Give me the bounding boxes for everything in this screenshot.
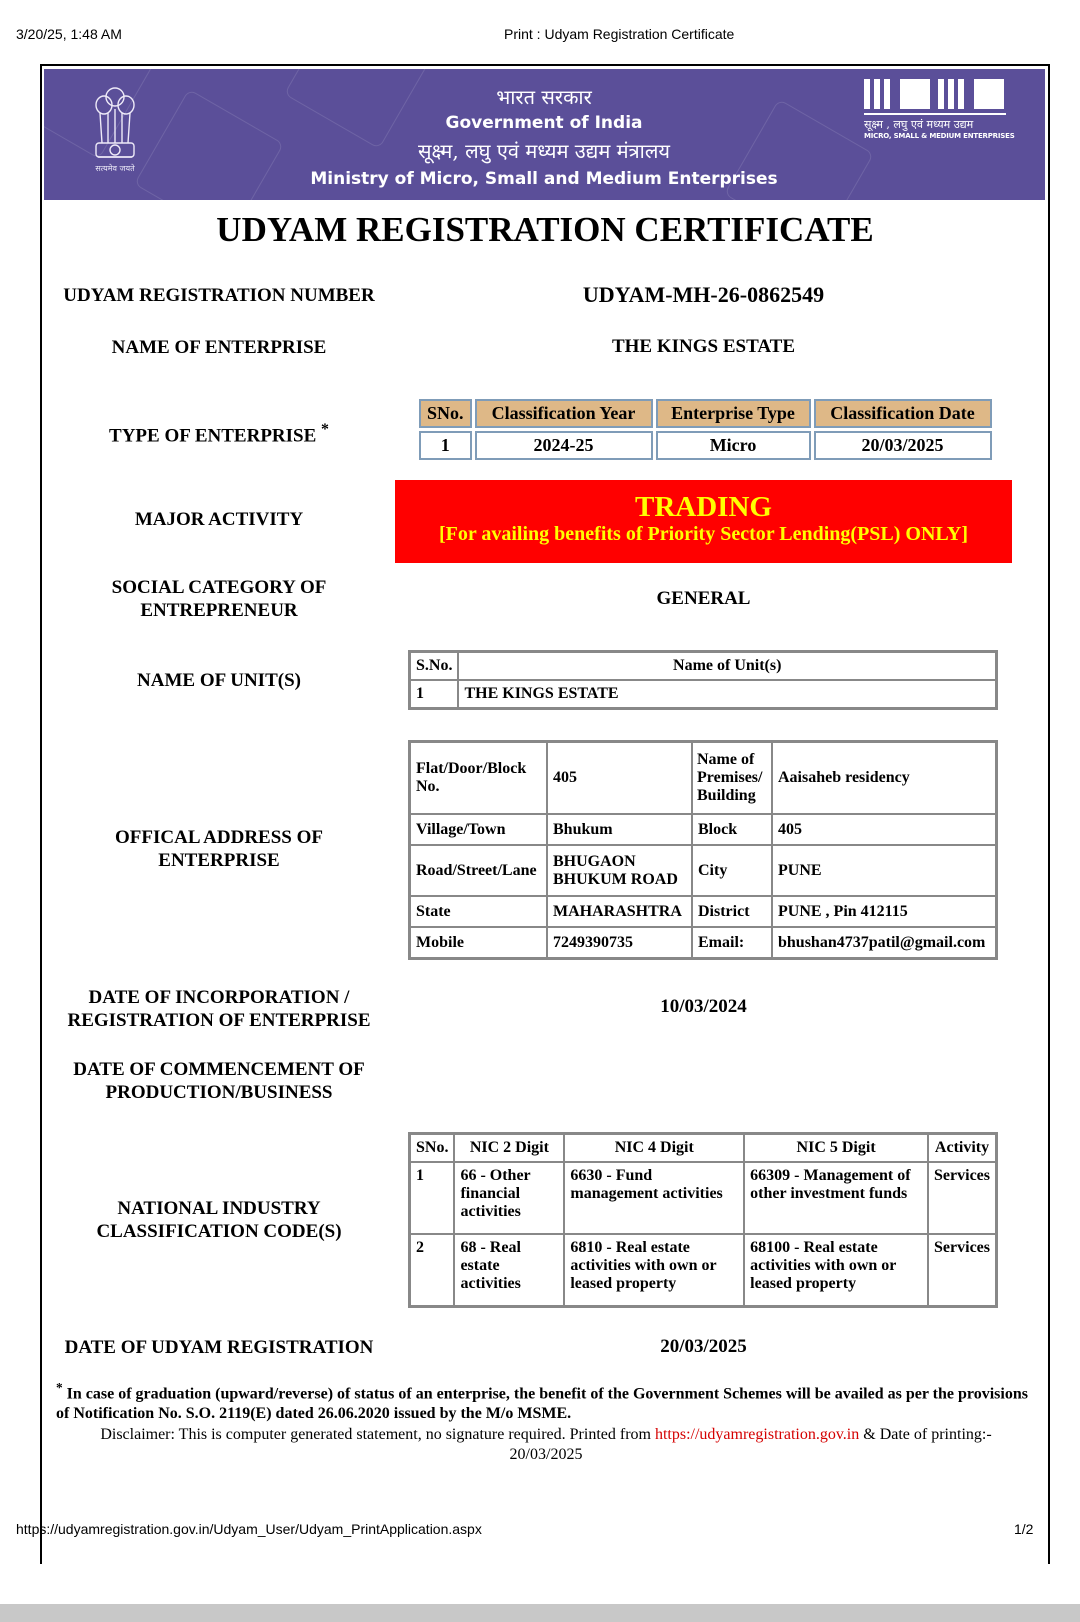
table-cell: 2024-25 [475,431,653,460]
flat-label: Flat/Door/Block No. [410,742,547,814]
disclaimer [56,1425,1036,1465]
col-header: Name of Unit(s) [458,652,996,680]
village-label: Village/Town [410,814,547,845]
table-cell: Micro [656,431,811,460]
flat-value: 405 [547,742,692,814]
table-cell: 1 [419,431,472,460]
asterisk-marker: * [56,1380,63,1395]
mobile-value: 7249390735 [547,927,692,958]
col-header: SNo. [419,399,472,428]
viewer-bottom-bar [0,1604,1080,1622]
table-cell: Services [928,1162,996,1234]
table-row [410,1234,996,1306]
table-cell: 6630 - Fund management activities [564,1162,744,1234]
table-cell: Services [928,1234,996,1306]
udyam-date-label: DATE OF UDYAM REGISTRATION [64,1337,374,1358]
table-cell: 2 [410,1234,454,1306]
certificate-title: UDYAM REGISTRATION CERTIFICATE [216,210,874,249]
road-value: BHUGAON BHUKUM ROAD [547,845,692,896]
table-cell: 68100 - Real estate activities with own or leased property [744,1234,928,1306]
district-label: District [692,896,772,927]
email-value: bhushan4737patil@gmail.com [772,927,996,958]
table-row [410,845,996,896]
col-header: NIC 5 Digit [744,1134,928,1162]
col-header: SNo. [410,1134,454,1162]
nic-label-line2: CLASSIFICATION CODE(S) [96,1221,342,1242]
city-label: City [692,845,772,896]
msme-logo-hindi: सूक्ष्म , लघु एवं मध्यम उद्यम [864,118,974,131]
address-table [408,740,998,960]
enterprise-name: THE KINGS ESTATE [611,336,796,357]
table-cell: THE KINGS ESTATE [458,680,996,708]
units-header-row [410,652,996,680]
print-title: Print : Udyam Registration Certificate [504,26,735,42]
social-category-label [56,576,382,622]
table-cell: 20/03/2025 [814,431,992,460]
udyam-website-link[interactable]: https://udyamregistration.gov.in [654,1426,860,1443]
table-row [410,742,996,814]
major-activity: TRADING [635,491,772,523]
col-header: Enterprise Type [656,399,811,428]
email-label: Email: [692,927,772,958]
commencement-label-line1: DATE OF COMMENCEMENT OF [73,1059,365,1080]
address-label-line1: OFFICAL ADDRESS OF [115,827,323,848]
city-value: PUNE [772,845,996,896]
table-cell: 1 [410,1162,454,1234]
commencement-label [56,1058,382,1104]
banner-ministry: Ministry of Micro, Small and Medium Enterprises [310,169,778,189]
incorporation-label-line2: REGISTRATION OF ENTERPRISE [67,1010,371,1031]
block-label: Block [692,814,772,845]
col-header: NIC 2 Digit [454,1134,564,1162]
enterprise-type-label [56,418,382,447]
village-value: Bhukum [547,814,692,845]
major-activity-note: [For availing benefits of Priority Sector Lending(PSL) ONLY] [438,523,969,545]
major-activity-label: MAJOR ACTIVITY [134,509,304,530]
address-label [56,826,382,872]
table-cell: 66 - Other financial activities [454,1162,564,1234]
col-header: Classification Year [475,399,653,428]
road-label: Road/Street/Lane [410,845,547,896]
udyam-date: 20/03/2025 [660,1336,747,1357]
nic-label-line1: NATIONAL INDUSTRY [117,1198,321,1219]
classification-header-row [419,399,992,428]
col-header: S.No. [410,652,458,680]
social-category-label-line2: ENTREPRENEUR [140,600,298,621]
units-label: NAME OF UNIT(S) [137,670,301,691]
emblem-caption: सत्यमेव जयते [95,164,135,173]
nic-header-row [410,1134,996,1162]
table-cell: 66309 - Management of other investment funds [744,1162,928,1234]
footnote [56,1378,1036,1424]
enterprise-name-label: NAME OF ENTERPRISE [111,337,327,358]
table-row [410,927,996,958]
nic-label [56,1197,382,1243]
premises-label: Name of Premises/ Building [692,742,772,814]
print-url: https://udyamregistration.gov.in/Udyam_User/Udyam_PrintApplication.aspx [16,1521,482,1537]
units-table [408,650,998,710]
table-row [410,896,996,927]
table-row [410,814,996,845]
table-cell: 68 - Real estate activities [454,1234,564,1306]
banner-hindi-ministry: सूक्ष्म, लघु एवं मध्यम उद्यम मंत्रालय [418,139,670,163]
classification-table [416,396,995,463]
table-cell: 1 [410,680,458,708]
col-header: Classification Date [814,399,992,428]
banner-gov-india: Government of India [445,113,643,133]
col-header: Activity [928,1134,996,1162]
enterprise-type-label-text: TYPE OF ENTERPRISE [109,425,317,447]
address-label-line2: ENTERPRISE [158,850,280,871]
block-value: 405 [772,814,996,845]
msme-logo-english: MICRO, SMALL & MEDIUM ENTERPRISES [864,132,1015,140]
table-cell: 6810 - Real estate activities with own or leased property [564,1234,744,1306]
nic-table [408,1132,998,1308]
col-header: NIC 4 Digit [564,1134,744,1162]
registration-number: UDYAM-MH-26-0862549 [582,282,825,307]
premises-value: Aaisaheb residency [772,742,996,814]
footnote-text: In case of graduation (upward/reverse) of status of an enterprise, the benefit of the Government Schemes will be availed as per the provisions of Notification No. S.O. 2119(E) dated 26.06.2020 issued by the M/o MSME. [56,1385,1028,1423]
major-activity-box [395,480,1012,563]
disclaimer-prefix: Disclaimer: This is computer generated statement, no signature required. Printed from [100,1426,651,1443]
print-datetime: 3/20/25, 1:48 AM [16,26,122,42]
banner-hindi-gov: भारत सरकार [496,85,592,109]
mobile-label: Mobile [410,927,547,958]
commencement-label-line2: PRODUCTION/BUSINESS [105,1082,333,1103]
incorporation-date: 10/03/2024 [660,996,747,1017]
page-number: 1/2 [1014,1521,1034,1537]
disclaimer-suffix: & Date of printing:- [863,1426,992,1443]
national-emblem-icon [88,83,142,173]
registration-number-label: UDYAM REGISTRATION NUMBER [63,285,375,306]
msme-logo-icon [864,79,1024,151]
social-category-label-line1: SOCIAL CATEGORY OF [111,577,327,598]
asterisk-marker: * [321,421,329,438]
district-value: PUNE , Pin 412115 [772,896,996,927]
state-value: MAHARASHTRA [547,896,692,927]
social-category: GENERAL [656,588,751,609]
table-row [419,431,992,460]
printing-date: 20/03/2025 [509,1446,583,1463]
table-row [410,1162,996,1234]
gov-banner [44,69,1045,200]
state-label: State [410,896,547,927]
table-row [410,680,996,708]
incorporation-label-line1: DATE OF INCORPORATION / [88,987,350,1008]
incorporation-label [56,986,382,1032]
